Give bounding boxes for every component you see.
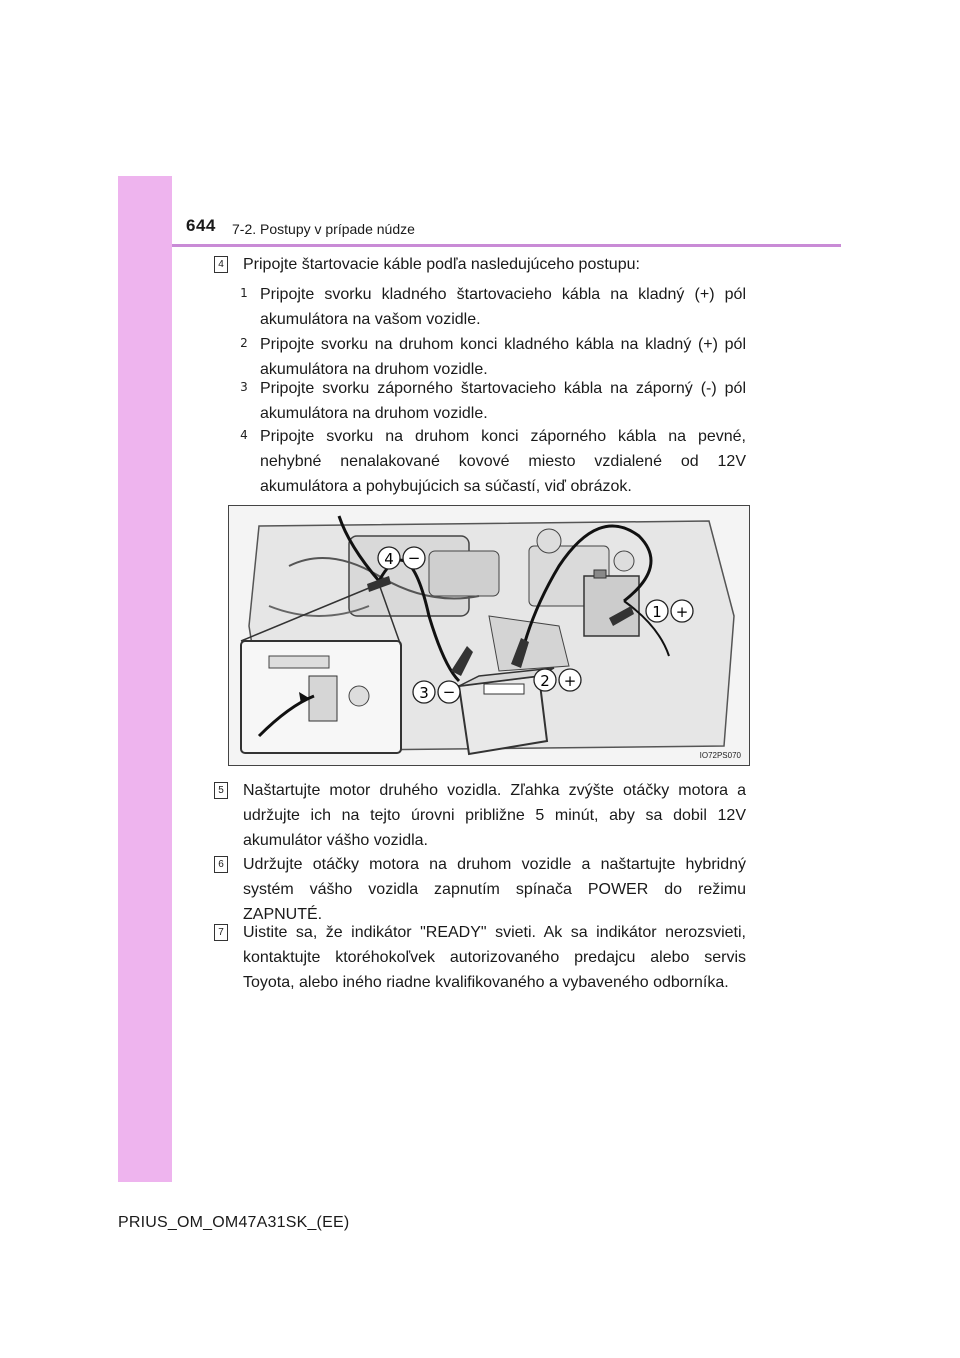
- callout-2: 2: [540, 672, 550, 690]
- step-number-box: 6: [214, 856, 228, 873]
- step-text: Naštartujte motor druhého vozidla. Zľahka zvýšte otáčky motora a udržujte ich na tejto úrovni približne 5 minút, aby sa dobil 12V akumulátor vášho vozidla.: [243, 782, 746, 849]
- step-4: [214, 252, 746, 277]
- callout-1: 1: [652, 603, 662, 621]
- substep-text: Pripojte svorku na druhom konci záporného kábla na pevné, nehybné nenalakované kovové miesto vzdialené od 12V akumulátora a pohybujúcich sa súčastí, viď obrázok.: [260, 428, 746, 495]
- substep-4: [237, 424, 746, 499]
- callout-1-sign: +: [675, 603, 689, 621]
- step-number-box: 7: [214, 924, 228, 941]
- step-5: [214, 778, 746, 853]
- figure-code: IO72PS070: [699, 751, 741, 760]
- substep-2: [237, 332, 746, 382]
- callout-4-sign: −: [407, 549, 421, 567]
- side-color-band: [118, 176, 172, 1182]
- callout-2-sign: +: [563, 672, 577, 690]
- step-6: [214, 852, 746, 927]
- header-rule: [172, 244, 841, 247]
- section-title: 7-2. Postupy v prípade núdze: [232, 221, 415, 237]
- step-7: [214, 920, 746, 995]
- substep-text: Pripojte svorku záporného štartovacieho kábla na záporný (-) pól akumulátora na druhom vozidle.: [260, 380, 746, 422]
- jump-start-illustration: [228, 505, 750, 766]
- page-number: 644: [186, 216, 216, 235]
- substep-number: 2: [240, 336, 248, 350]
- substep-number: 1: [240, 286, 248, 300]
- callout-3-sign: −: [442, 683, 456, 701]
- callout-4: 4: [384, 550, 394, 568]
- step-text: Pripojte štartovacie káble podľa nasledujúceho postupu:: [243, 256, 640, 273]
- step-text: Udržujte otáčky motora na druhom vozidle a naštartujte hybridný systém vášho vozidla zapnutím spínača POWER do režimu ZAPNUTÉ.: [243, 856, 746, 923]
- substep-number: 3: [240, 380, 248, 394]
- step-text: Uistite sa, že indikátor "READY" svieti. Ak sa indikátor nerozsvieti, kontaktujte ktoréhokoľvek autorizovaného predajcu alebo servis Toyota, alebo iného riadne kvalifikovaného a vybaveného odborníka.: [243, 924, 746, 991]
- substep-number: 4: [240, 428, 248, 442]
- substep-text: Pripojte svorku kladného štartovacieho kábla na kladný (+) pól akumulátora na vašom vozidle.: [260, 286, 746, 328]
- document-id: PRIUS_OM_OM47A31SK_(EE): [118, 1214, 350, 1231]
- engine-bay-drawing: [229, 506, 749, 765]
- substep-3: [237, 376, 746, 426]
- step-number-box: 4: [214, 256, 228, 273]
- substep-1: [237, 282, 746, 332]
- callout-3: 3: [419, 684, 429, 702]
- step-number-box: 5: [214, 782, 228, 799]
- substep-text: Pripojte svorku na druhom konci kladného kábla na kladný (+) pól akumulátora na druhom vozidle.: [260, 336, 746, 378]
